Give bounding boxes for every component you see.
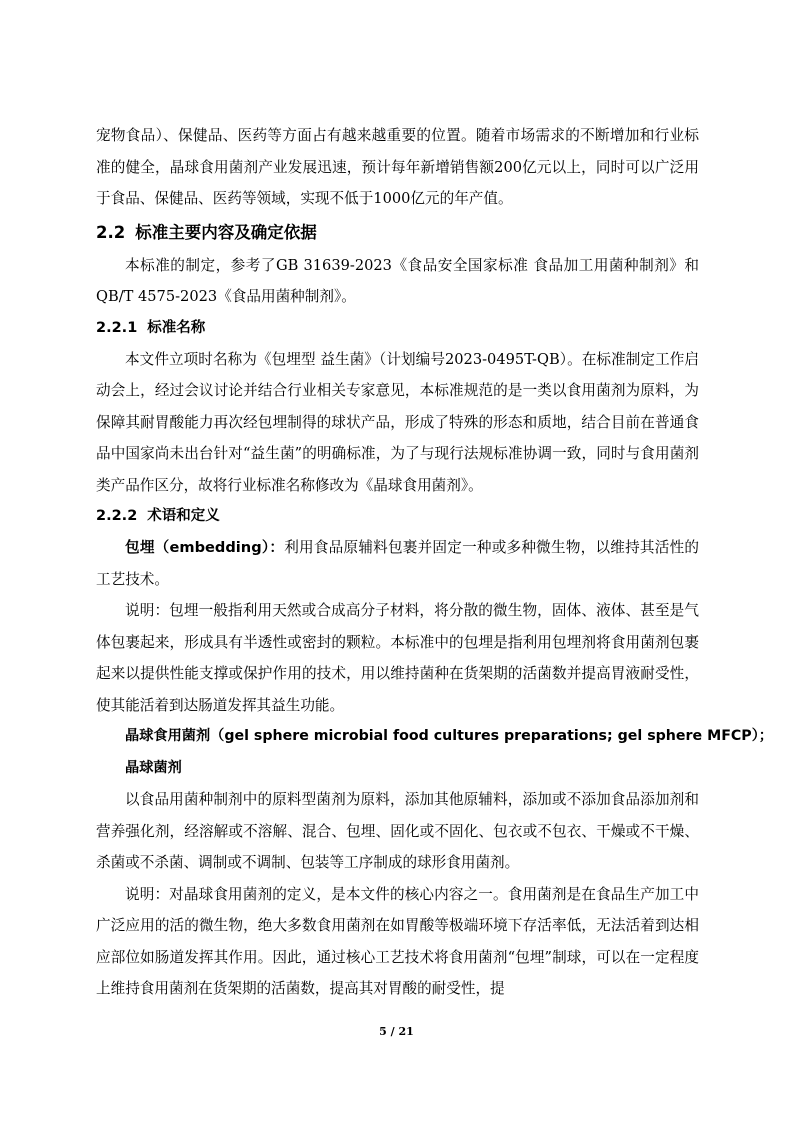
intro-paragraph: 宠物食品）、保健品、医药等方面占有越来越重要的位置。随着市场需求的不断增加和行业标准的健全，晶球食用菌剂产业发展迅速，预计每年新增销售额200亿元以上，同时可以广泛用于食品、保健品、医药等领域，实现不低于1000亿元的年产值。 (96, 127, 699, 207)
section-2-2-1-paragraph: 本文件立项时名称为《包埋型 益生菌》（计划编号2023-0495T-QB）。在标准制定工作启动会上，经过会议讨论并结合行业相关专家意见，本标准规范的是一类以食用菌剂为原料，为保障其耐胃酸能力再次经包埋制得的球状产品，形成了特殊的形态和质地，结合目前在普通食品中国家尚未出台针对“益生菌”的明确标准，为了与现行法规标准协调一致，同时与食用菌剂类产品作区分，故将行业标准名称修改为《晶球食用菌剂》。 (96, 350, 699, 494)
term-gel-sphere-definition: 以食品用菌种制剂中的原料型菌剂为原料，添加其他原辅料，添加或不添加食品添加剂和营养强化剂，经溶解或不溶解、混合、包埋、固化或不固化、包衣或不包衣、干燥或不干燥、杀菌或不杀菌、调制或不调制、包装等工序制成的球形食用菌剂。 (96, 791, 699, 871)
section-heading-2-2-2 (96, 501, 699, 532)
term-gel-sphere-note: 说明：对晶球食用菌剂的定义，是本文件的核心内容之一。食用菌剂是在食品生产加工中广泛应用的活的微生物，绝大多数食用菌剂在如胃酸等极端环境下存活率低，无法活着到达相应部位如肠道发挥其作用。因此，通过核心工艺技术将食用菌剂“包埋”制球，可以在一定程度上维持食用菌剂在货架期的活菌数，提高其对胃酸的耐受性，提 (96, 885, 699, 997)
term-gel-sphere-alt-line (96, 753, 699, 785)
term-label: 晶球食用菌剂（gel sphere microbial food cultures preparations; gel sphere MFCP）； (125, 728, 773, 744)
term-alt-label: 晶球菌剂 (125, 759, 182, 776)
section-title: 标准主要内容及确定依据 (135, 222, 317, 242)
section-number: 2.2 (96, 222, 126, 242)
section-heading-2-2 (96, 216, 699, 250)
term-gel-sphere-label-line (96, 721, 773, 753)
section-number: 2.2.1 (96, 319, 138, 336)
term-definition: 利用食品原辅料包裹并固定一种或多种微生物，以维持其活性的工艺技术。 (96, 539, 699, 588)
document-page (96, 120, 773, 1005)
page-number: 5 / 21 (379, 1025, 414, 1038)
section-number: 2.2.2 (96, 508, 138, 524)
term-label: 包埋（embedding）： (125, 539, 285, 556)
section-2-2-paragraph: 本标准的制定，参考了GB 31639-2023《食品安全国家标准 食品加工用菌种制剂》和QB/T 4575-2023《食品用菌种制剂》。 (96, 256, 699, 305)
section-title: 术语和定义 (147, 508, 220, 524)
section-title: 标准名称 (147, 319, 206, 336)
section-heading-2-2-1 (96, 313, 699, 344)
term-embedding-definition (96, 532, 699, 595)
term-embedding-note: 说明：包埋一般指利用天然或合成高分子材料，将分散的微生物，固体、液体、甚至是气体包裹起来，形成具有半透性或密封的颗粒。本标准中的包埋是指利用包埋剂将食用菌剂包裹起来以提供性能支撑或保护作用的技术，用以维持菌种在货架期的活菌数并提高胃液耐受性，使其能活着到达肠道发挥其益生功能。 (96, 602, 699, 714)
